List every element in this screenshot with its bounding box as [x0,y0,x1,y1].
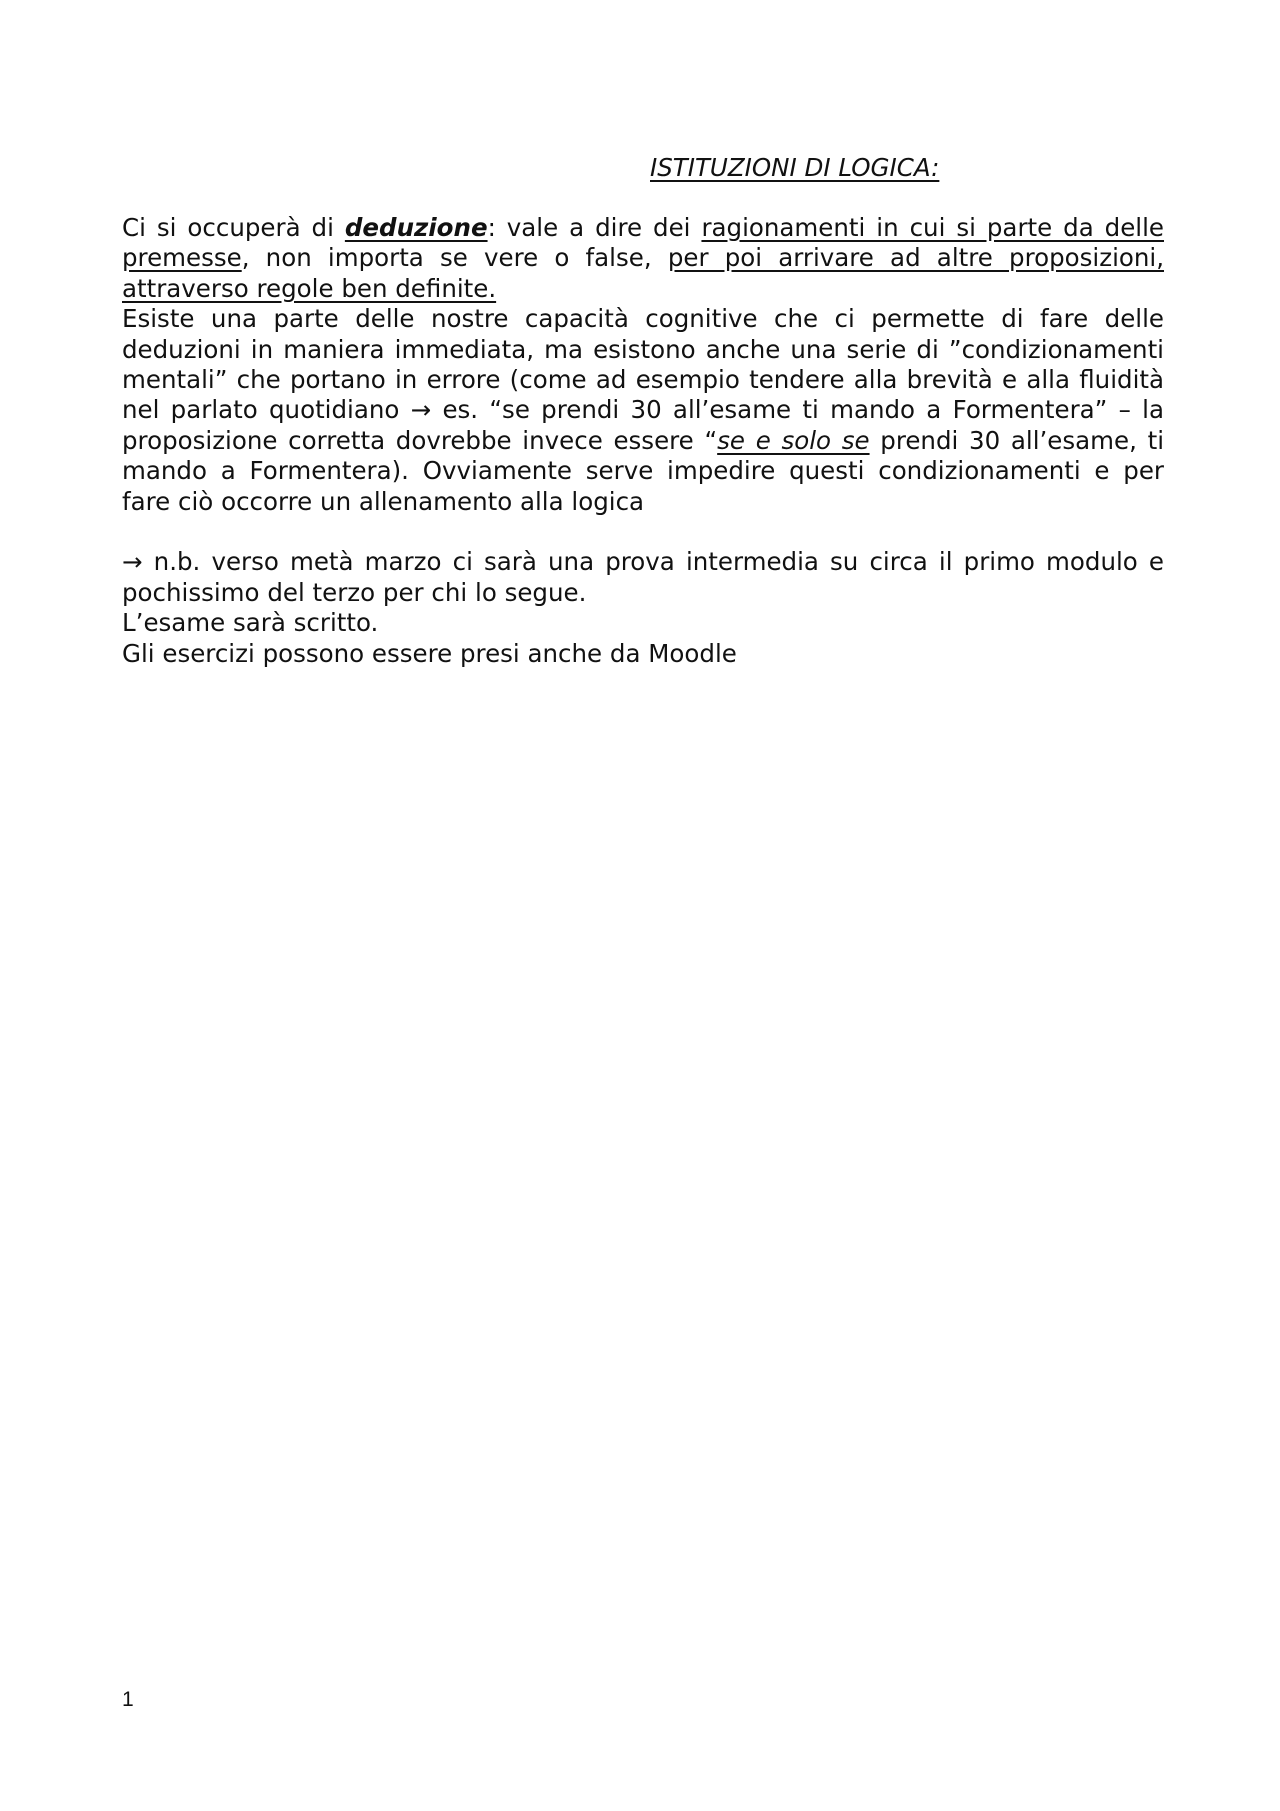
document-title: ISTITUZIONI DI LOGICA: [650,153,940,182]
emphasis-se-e-solo-se: se e solo se [717,425,870,455]
paragraph-prova-intermedia [122,547,1164,608]
text-run: Ci si occuperà di [122,213,345,242]
text-run: n.b. verso metà marzo ci sarà una prova intermedia su circa il primo modulo e pochissimo del terzo per chi lo segue. [122,547,1164,607]
arrow-right-icon: → [122,547,143,577]
page-number: 1 [122,1688,134,1711]
paragraph-condizionamenti [122,304,1164,517]
paragraph-deduzione [122,213,1164,304]
text-run: , non importa se vere o false, [241,243,668,273]
blank-line [122,517,1164,547]
document-body [122,213,1164,669]
underlined-text: per poi arrivare ad altre proposizioni, attraverso regole ben definite. [122,243,1164,303]
text-run: prendi 30 all’esame, ti mando a Formentera). Ovviamente serve impedire questi condizionamenti e per fare ciò occorre un allenamento alla logica [122,425,1164,516]
line-esame-scritto: L’esame sarà scritto. [122,608,379,638]
arrow-right-icon: → [410,395,432,425]
line-esercizi-moodle: Gli esercizi possono essere presi anche da Moodle [122,638,737,668]
text-run: : vale a dire dei [487,213,702,242]
emphasis-deduzione: deduzione [344,213,488,242]
text-run: es. “se prendi 30 all’esame ti mando a Formentera” – la proposizione corretta dovrebbe invece essere “ [122,395,1164,455]
text-run: Esiste una parte delle nostre capacità cognitive che ci permette di fare delle deduzioni in maniera immediata, ma esistono anche una serie di ”condizionamenti mentali” che portano in errore (come ad esempio tendere alla brevità e alla fluidità nel parlato quotidiano [122,304,1164,425]
underlined-text: ragionamenti in cui si parte da delle premesse [122,213,1164,273]
